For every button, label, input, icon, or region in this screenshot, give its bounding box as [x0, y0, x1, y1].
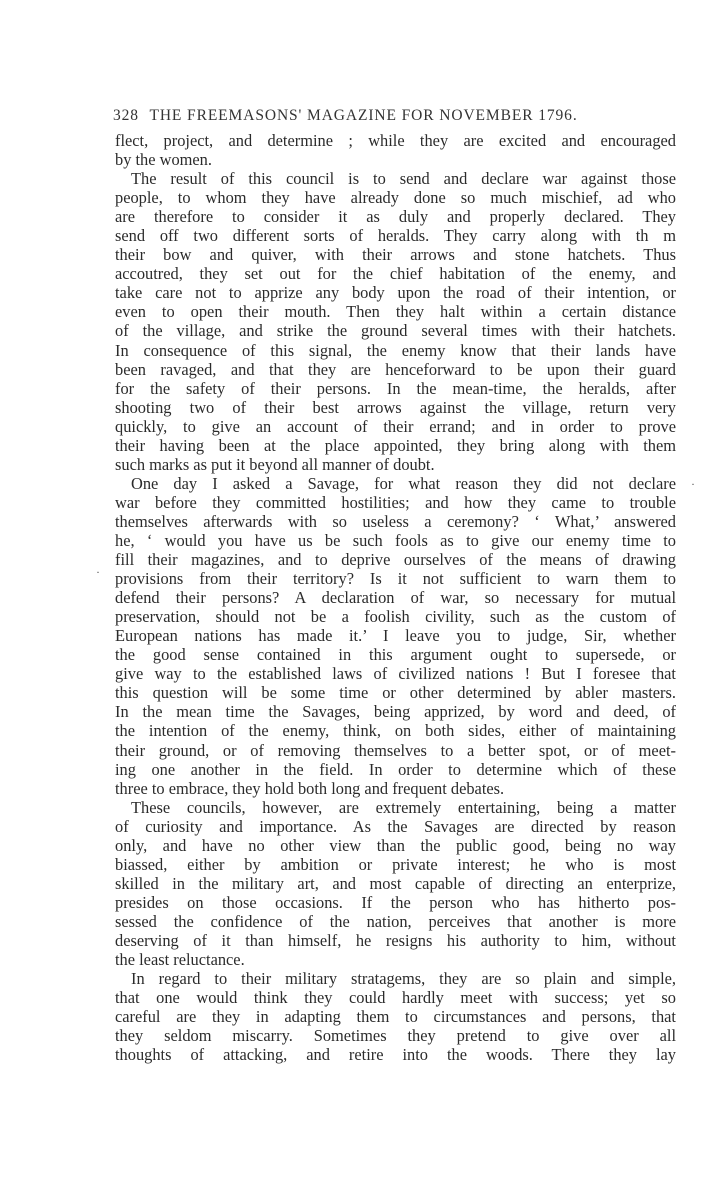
text-line: These councils, however, are extremely entertaining, being a matter [131, 797, 676, 817]
text-line: preservation, should not be a foolish civility, such as the custom of [115, 607, 676, 627]
margin-mark: · [96, 565, 100, 579]
running-title: THE FREEMASONS' MAGAZINE FOR NOVEMBER 1796. [149, 107, 578, 124]
text-line: themselves afterwards with so useless a ceremony? ‘ What,’ answered [115, 511, 676, 531]
text-line: thoughts of attacking, and retire into the woods. There they lay [115, 1045, 676, 1065]
text-line: presides on those occasions. If the person who has hitherto pos- [115, 892, 676, 912]
text-line: of the village, and strike the ground several times with their hatchets. [115, 321, 676, 341]
text-line: skilled in the military art, and most capable of directing an enterprize, [115, 873, 676, 893]
text-line: they seldom miscarry. Sometimes they pretend to give over all [115, 1026, 676, 1046]
text-line: of curiosity and importance. As the Savages are directed by reason [115, 816, 676, 836]
text-line: accoutred, they set out for the chief habitation of the enemy, and [115, 264, 676, 284]
text-line: biassed, either by ambition or private interest; he who is most [115, 854, 676, 874]
text-line: are therefore to consider it as duly and properly declared. They [115, 207, 676, 227]
text-line: by the women. [115, 150, 212, 170]
text-line: he, ‘ would you have us be such fools as to give our enemy time to [115, 530, 676, 550]
text-line: their having been at the place appointed, they bring along with them [115, 435, 676, 455]
text-line: such marks as put it beyond all manner of doubt. [115, 454, 435, 474]
text-line: only, and have no other view than the public good, being no way [115, 835, 676, 855]
text-line: One day I asked a Savage, for what reason they did not declare [131, 473, 676, 493]
text-line: war before they committed hostilities; and how they came to trouble [115, 492, 676, 512]
text-line: fill their magazines, and to deprive ourselves of the means of drawing [115, 550, 676, 570]
text-line: people, to whom they have already done so much mischief, ad who [115, 188, 676, 208]
text-line: give way to the established laws of civilized nations ! But I foresee that [115, 664, 676, 684]
text-line: European nations has made it.’ I leave you to judge, Sir, whether [115, 626, 676, 646]
text-line: been ravaged, and that they are henceforward to be upon their guard [115, 359, 676, 379]
text-line: sessed the confidence of the nation, perceives that another is more [115, 911, 676, 931]
text-line: three to embrace, they hold both long and frequent debates. [115, 778, 505, 798]
page-number: 328 [113, 107, 139, 124]
text-line: flect, project, and determine ; while they are excited and encouraged [115, 131, 676, 150]
text-line: ing one another in the field. In order to determine which of these [115, 759, 676, 779]
text-line: for the safety of their persons. In the mean-time, the heralds, after [115, 378, 676, 398]
text-line: their ground, or of removing themselves to a better spot, or of meet- [115, 740, 676, 760]
text-line: shooting two of their best arrows against the village, return very [115, 397, 676, 417]
text-line: careful are they in adapting them to circumstances and persons, that [115, 1007, 676, 1027]
text-line: the good sense contained in this argument ought to supersede, or [115, 645, 676, 665]
margin-mark: · [691, 477, 695, 491]
text-line: provisions from their territory? Is it not sufficient to warn them to [115, 569, 676, 589]
text-line: take care not to apprize any body upon the road of their intention, or [115, 283, 676, 303]
text-line: even to open their mouth. Then they halt within a certain distance [115, 302, 676, 322]
text-line: In the mean time the Savages, being apprized, by word and deed, of [115, 702, 676, 722]
text-line: In regard to their military stratagems, they are so plain and simple, [131, 969, 676, 989]
text-line: send off two different sorts of heralds. They carry along with th m [115, 226, 676, 246]
text-line: the least reluctance. [115, 950, 245, 970]
running-head [113, 107, 673, 125]
text-line: that one would think they could hardly meet with success; yet so [115, 988, 676, 1008]
text-line: deserving of it than himself, he resigns his authority to him, without [115, 930, 676, 950]
text-line: The result of this council is to send and declare war against those [131, 169, 676, 189]
text-line: the intention of the enemy, think, on both sides, either of maintaining [115, 721, 676, 741]
text-line: this question will be some time or other determined by abler masters. [115, 683, 676, 703]
text-line: their bow and quiver, with their arrows and stone hatchets. Thus [115, 245, 676, 265]
text-line: In consequence of this signal, the enemy know that their lands have [115, 340, 676, 360]
text-line: quickly, to give an account of their errand; and in order to prove [115, 416, 676, 436]
article-body [115, 131, 676, 1064]
text-line: defend their persons? A declaration of war, so necessary for mutual [115, 588, 676, 608]
